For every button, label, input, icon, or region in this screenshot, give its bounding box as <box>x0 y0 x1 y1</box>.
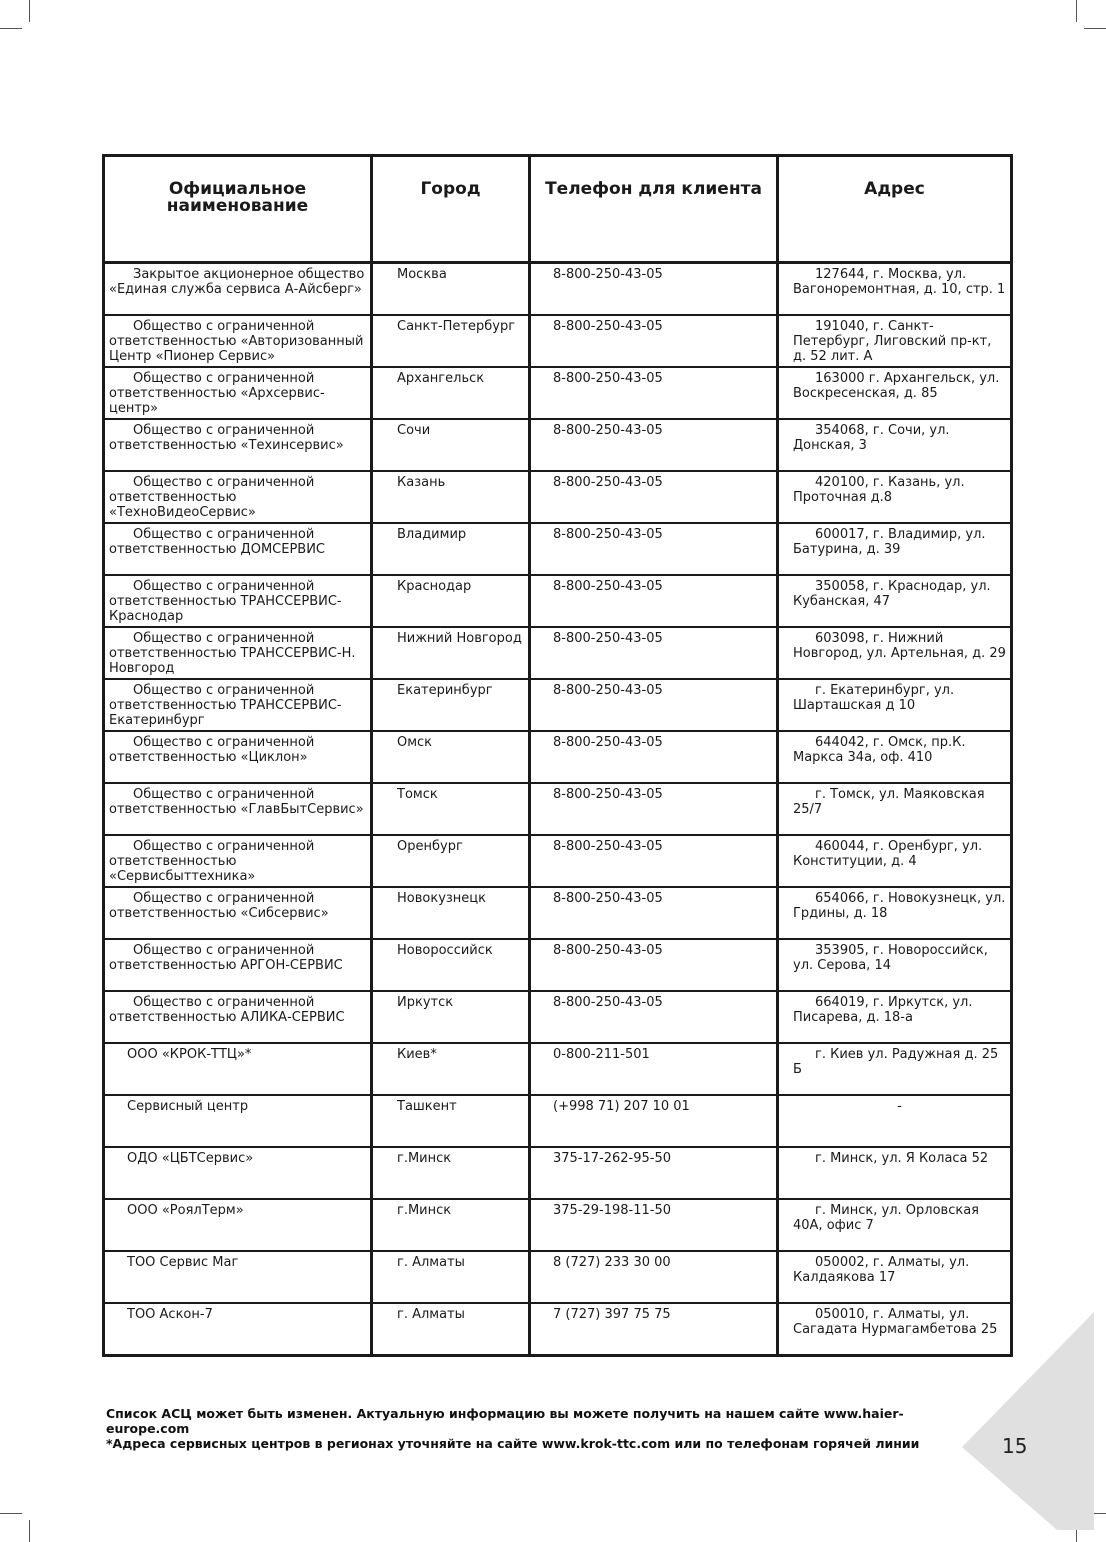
crop-mark <box>29 1520 30 1542</box>
cell-phone: 8-800-250-43-05 <box>530 679 778 731</box>
crop-mark <box>0 28 22 29</box>
cell-address: 050010, г. Алматы, ул. Сагадата Нурмагамбетова 25 <box>778 1303 1012 1356</box>
cell-city: Архангельск <box>372 367 530 419</box>
cell-phone: 8-800-250-43-05 <box>530 471 778 523</box>
cell-phone: 8-800-250-43-05 <box>530 263 778 316</box>
cell-name: Общество с ограниченной ответственностью «Сервисбыттехника» <box>104 835 372 887</box>
cell-address: г. Киев ул. Радужная д. 25 Б <box>778 1043 1012 1095</box>
cell-city: Томск <box>372 783 530 835</box>
cell-name: Общество с ограниченной ответственностью «ТехноВидеоСервис» <box>104 471 372 523</box>
cell-address: г. Минск, ул. Орловская 40А, офис 7 <box>778 1199 1012 1251</box>
table-row <box>104 1095 1012 1147</box>
table-row <box>104 523 1012 575</box>
cell-address: 460044, г. Оренбург, ул. Конституции, д. 4 <box>778 835 1012 887</box>
cell-phone: 7 (727) 397 75 75 <box>530 1303 778 1356</box>
table-row <box>104 627 1012 679</box>
cell-name: ТОО Аскон-7 <box>104 1303 372 1356</box>
table-row <box>104 783 1012 835</box>
table-row <box>104 575 1012 627</box>
cell-city: Нижний Новгород <box>372 627 530 679</box>
cell-city: Санкт-Петербург <box>372 315 530 367</box>
cell-address: - <box>778 1095 1012 1147</box>
crop-mark <box>1076 0 1077 22</box>
cell-phone: 8-800-250-43-05 <box>530 887 778 939</box>
cell-address: г. Минск, ул. Я Коласа 52 <box>778 1147 1012 1199</box>
cell-name: ООО «РоялТерм» <box>104 1199 372 1251</box>
cell-address: 163000 г. Архангельск, ул. Воскресенская, д. 85 <box>778 367 1012 419</box>
crop-mark <box>1084 28 1106 29</box>
cell-address: 050002, г. Алматы, ул. Калдаякова 17 <box>778 1251 1012 1303</box>
cell-city: г.Минск <box>372 1199 530 1251</box>
cell-phone: 375-29-198-11-50 <box>530 1199 778 1251</box>
cell-phone: 8 (727) 233 30 00 <box>530 1251 778 1303</box>
cell-address: 664019, г. Иркутск, ул. Писарева, д. 18-а <box>778 991 1012 1043</box>
cell-name: Сервисный центр <box>104 1095 372 1147</box>
cell-city: Краснодар <box>372 575 530 627</box>
table-row <box>104 679 1012 731</box>
cell-address: 353905, г. Новороссийск, ул. Серова, 14 <box>778 939 1012 991</box>
table-row <box>104 471 1012 523</box>
cell-phone: 8-800-250-43-05 <box>530 991 778 1043</box>
cell-phone: 8-800-250-43-05 <box>530 523 778 575</box>
table-row <box>104 263 1012 316</box>
cell-phone: 8-800-250-43-05 <box>530 835 778 887</box>
footnote <box>106 1406 966 1451</box>
column-header-city: Город <box>372 156 530 263</box>
cell-phone: 8-800-250-43-05 <box>530 419 778 471</box>
cell-city: Новокузнецк <box>372 887 530 939</box>
cell-city: Ташкент <box>372 1095 530 1147</box>
cell-address: 191040, г. Санкт-Петербург, Лиговский пр-кт, д. 52 лит. А <box>778 315 1012 367</box>
cell-name: Закрытое акционерное общество «Единая служба сервиса А-Айсберг» <box>104 263 372 316</box>
crop-mark <box>29 0 30 22</box>
cell-name: ОДО «ЦБТСервис» <box>104 1147 372 1199</box>
footnote-line-2: *Адреса сервисных центров в регионах уточняйте на сайте www.krok-ttc.com или по телефонам горячей линии <box>106 1436 920 1451</box>
cell-address: г. Екатеринбург, ул. Шарташская д 10 <box>778 679 1012 731</box>
cell-phone: 8-800-250-43-05 <box>530 731 778 783</box>
cell-city: Сочи <box>372 419 530 471</box>
cell-name: Общество с ограниченной ответственностью ТРАНССЕРВИС-Краснодар <box>104 575 372 627</box>
cell-name: Общество с ограниченной ответственностью ТРАНССЕРВИС-Н. Новгород <box>104 627 372 679</box>
table-row <box>104 835 1012 887</box>
cell-name: Общество с ограниченной ответственностью ДОМСЕРВИС <box>104 523 372 575</box>
cell-address: 644042, г. Омск, пр.К. Маркса 34а, оф. 410 <box>778 731 1012 783</box>
cell-name: Общество с ограниченной ответственностью «ГлавБытСервис» <box>104 783 372 835</box>
cell-city: Киев* <box>372 1043 530 1095</box>
cell-address: 603098, г. Нижний Новгород, ул. Артельная, д. 29 <box>778 627 1012 679</box>
cell-phone: 8-800-250-43-05 <box>530 315 778 367</box>
cell-name: Общество с ограниченной ответственностью ТРАНССЕРВИС-Екатеринбург <box>104 679 372 731</box>
cell-name: Общество с ограниченной ответственностью АРГОН-СЕРВИС <box>104 939 372 991</box>
cell-city: Оренбург <box>372 835 530 887</box>
page-number: 15 <box>1002 1434 1028 1458</box>
cell-name: Общество с ограниченной ответственностью «Техинсервис» <box>104 419 372 471</box>
table-row <box>104 1251 1012 1303</box>
cell-phone: 8-800-250-43-05 <box>530 783 778 835</box>
table-row <box>104 731 1012 783</box>
table-row <box>104 887 1012 939</box>
cell-name: ТОО Сервис Маг <box>104 1251 372 1303</box>
cell-address: 600017, г. Владимир, ул. Батурина, д. 39 <box>778 523 1012 575</box>
footnote-line-1: Список АСЦ может быть изменен. Актуальную информацию вы можете получить на нашем сайте www.haier-europe.com <box>106 1406 904 1436</box>
table-row <box>104 419 1012 471</box>
table-row <box>104 1043 1012 1095</box>
cell-name: Общество с ограниченной ответственностью «Архсервис-центр» <box>104 367 372 419</box>
cell-name: ООО «КРОК-ТТЦ»* <box>104 1043 372 1095</box>
table-row <box>104 315 1012 367</box>
cell-phone: 8-800-250-43-05 <box>530 575 778 627</box>
cell-city: Екатеринбург <box>372 679 530 731</box>
cell-city: Иркутск <box>372 991 530 1043</box>
cell-address: 654066, г. Новокузнецк, ул. Грдины, д. 18 <box>778 887 1012 939</box>
cell-phone: 8-800-250-43-05 <box>530 939 778 991</box>
table-row <box>104 1147 1012 1199</box>
cell-address: 354068, г. Сочи, ул. Донская, 3 <box>778 419 1012 471</box>
column-header-phone: Телефон для клиента <box>530 156 778 263</box>
cell-name: Общество с ограниченной ответственностью «Авторизованный Центр «Пионер Сервис» <box>104 315 372 367</box>
cell-city: Москва <box>372 263 530 316</box>
table-row <box>104 1199 1012 1251</box>
table-header-row <box>104 156 1012 263</box>
cell-address: 420100, г. Казань, ул. Проточная д.8 <box>778 471 1012 523</box>
column-header-name: Официальное наименование <box>104 156 372 263</box>
cell-city: Казань <box>372 471 530 523</box>
cell-city: г.Минск <box>372 1147 530 1199</box>
cell-phone: 0-800-211-501 <box>530 1043 778 1095</box>
cell-phone: 375-17-262-95-50 <box>530 1147 778 1199</box>
column-header-address: Адрес <box>778 156 1012 263</box>
cell-city: Владимир <box>372 523 530 575</box>
cell-phone: 8-800-250-43-05 <box>530 627 778 679</box>
cell-city: Омск <box>372 731 530 783</box>
cell-name: Общество с ограниченной ответственностью «Сибсервис» <box>104 887 372 939</box>
cell-phone: (+998 71) 207 10 01 <box>530 1095 778 1147</box>
cell-city: Новороссийск <box>372 939 530 991</box>
cell-phone: 8-800-250-43-05 <box>530 367 778 419</box>
cell-city: г. Алматы <box>372 1303 530 1356</box>
cell-address: г. Томск, ул. Маяковская 25/7 <box>778 783 1012 835</box>
cell-name: Общество с ограниченной ответственностью АЛИКА-СЕРВИС <box>104 991 372 1043</box>
cell-address: 350058, г. Краснодар, ул. Кубанская, 47 <box>778 575 1012 627</box>
table-row <box>104 367 1012 419</box>
service-centers-table <box>102 154 1013 1357</box>
table-row <box>104 1303 1012 1356</box>
table-row <box>104 939 1012 991</box>
cell-address: 127644, г. Москва, ул. Вагоноремонтная, д. 10, стр. 1 <box>778 263 1012 316</box>
table-row <box>104 991 1012 1043</box>
cell-city: г. Алматы <box>372 1251 530 1303</box>
cell-name: Общество с ограниченной ответственностью «Циклон» <box>104 731 372 783</box>
crop-mark <box>0 1513 22 1514</box>
